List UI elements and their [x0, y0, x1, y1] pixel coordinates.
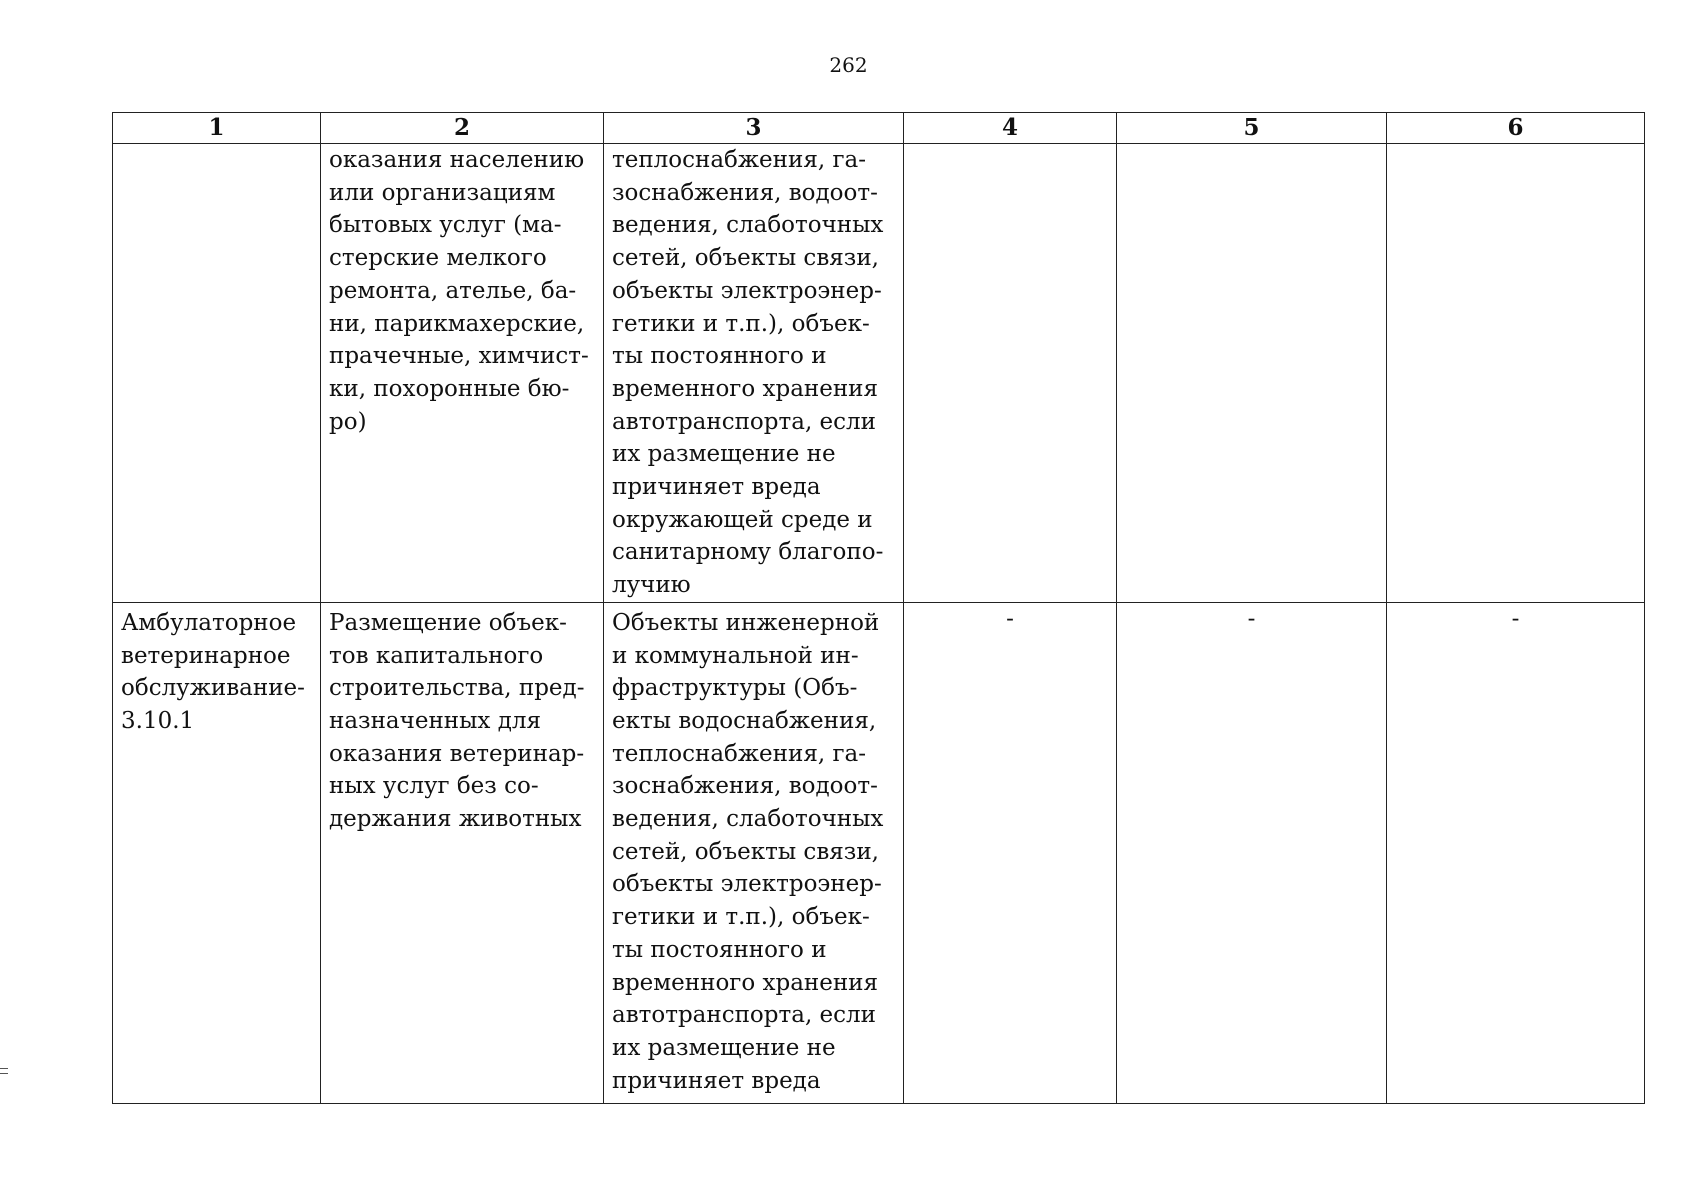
text-line: их размещение не	[612, 1034, 836, 1061]
table-cell-col2	[321, 602, 604, 1103]
text-line: автотранспорта, если	[612, 408, 876, 435]
text-line: Объекты инженерной	[612, 609, 880, 636]
table-row	[113, 602, 1645, 1103]
scan-mark	[0, 1073, 8, 1074]
text-line: 3.10.1	[121, 707, 195, 734]
column-header: 3	[604, 113, 904, 144]
table-cell-col6	[1387, 144, 1645, 603]
text-line: обслуживание-	[121, 675, 305, 702]
text-line: причиняет вреда	[612, 474, 821, 501]
table-cell-col1	[113, 602, 321, 1103]
table-cell-col4: -	[904, 602, 1117, 1103]
text-line: строительства, пред-	[329, 675, 585, 702]
text-line: санитарному благопо-	[612, 539, 884, 566]
text-line: сетей, объекты связи,	[612, 245, 879, 272]
column-header: 4	[904, 113, 1117, 144]
text-line: автотранспорта, если	[612, 1002, 876, 1029]
column-header: 1	[113, 113, 321, 144]
text-line: бытовых услуг (ма-	[329, 212, 562, 239]
text-line: ветеринарное	[121, 642, 291, 669]
text-line: ных услуг без со-	[329, 773, 539, 800]
text-line: теплоснабжения, га-	[612, 147, 866, 173]
text-line: зоснабжения, водоот-	[612, 179, 878, 206]
text-line: фраструктуры (Объ-	[612, 675, 858, 702]
scan-mark	[0, 1068, 8, 1069]
text-line: ты постоянного и	[612, 343, 827, 370]
text-line: теплоснабжения, га-	[612, 740, 866, 767]
scan-edge-marks	[0, 1068, 8, 1078]
text-line: ты постоянного и	[612, 936, 827, 963]
text-line: держания животных	[329, 806, 582, 833]
text-line: временного хранения	[612, 375, 879, 402]
text-line: стерские мелкого	[329, 245, 547, 272]
table-cell-col1	[113, 144, 321, 603]
text-line: гетики и т.п.), объек-	[612, 904, 870, 931]
text-line: зоснабжения, водоот-	[612, 773, 878, 800]
table-cell-col6: -	[1387, 602, 1645, 1103]
column-header: 6	[1387, 113, 1645, 144]
table-cell-col4	[904, 144, 1117, 603]
text-line: ки, похоронные бю-	[329, 375, 570, 402]
text-line: гетики и т.п.), объек-	[612, 310, 870, 337]
text-line: причиняет вреда	[612, 1067, 821, 1094]
text-line: их размещение не	[612, 441, 836, 468]
table-header-row	[113, 113, 1645, 144]
text-line: ро)	[329, 408, 367, 435]
text-line: ведения, слаботочных	[612, 806, 884, 833]
text-line: окружающей среде и	[612, 506, 873, 533]
table-cell-col3	[604, 144, 904, 603]
text-line: ремонта, ателье, ба-	[329, 277, 577, 304]
text-line: тов капитального	[329, 642, 544, 669]
table-cell-col3	[604, 602, 904, 1103]
text-line: екты водоснабжения,	[612, 707, 877, 734]
text-line: назначенных для	[329, 707, 541, 734]
column-header: 5	[1117, 113, 1387, 144]
text-line: оказания населению	[329, 147, 585, 173]
text-line: прачечные, химчист-	[329, 343, 589, 370]
text-line: Амбулаторное	[121, 609, 297, 636]
text-line: или организациям	[329, 179, 556, 206]
table-cell-col5	[1117, 144, 1387, 603]
column-header: 2	[321, 113, 604, 144]
table-cell-col5: -	[1117, 602, 1387, 1103]
table-row	[113, 144, 1645, 603]
text-line: временного хранения	[612, 969, 879, 996]
text-line: ни, парикмахерские,	[329, 310, 585, 337]
text-line: объекты электроэнер-	[612, 277, 882, 304]
text-line: Размещение объек-	[329, 609, 567, 636]
table-cell-col2	[321, 144, 604, 603]
text-line: лучию	[612, 572, 691, 599]
text-line: ведения, слаботочных	[612, 212, 884, 239]
text-line: оказания ветеринар-	[329, 740, 585, 767]
text-line: сетей, объекты связи,	[612, 838, 879, 865]
text-line: и коммунальной ин-	[612, 642, 859, 669]
text-line: объекты электроэнер-	[612, 871, 882, 898]
land-use-table	[112, 112, 1645, 1104]
page-number: 262	[829, 53, 868, 77]
